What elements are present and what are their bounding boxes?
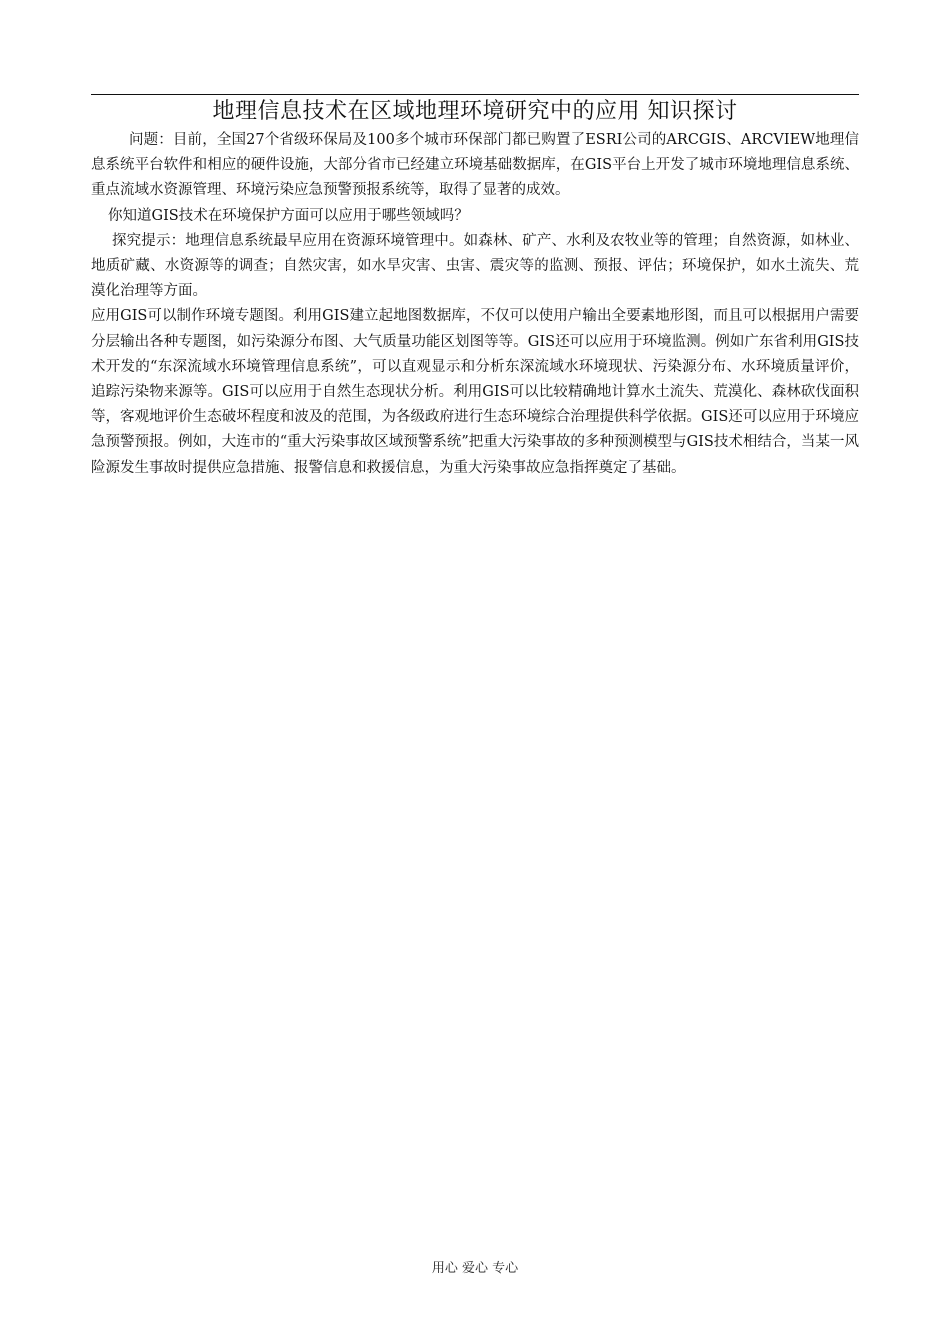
question-text: 目前，全国27个省级环保局及100多个城市环保部门都已购置了ESRI公司的ARCGIS、ARCVIEW地理信息系统平台软件和相应的硬件设施，大部分省市已经建立环境基础数据库，在GIS平台上开发了城市环境地理信息系统、重点流域水资源管理、环境污染应急预警预报系统等，取得了显著的成效。 xyxy=(91,132,860,199)
hint-label: 探究提示： xyxy=(112,232,186,249)
page-footer: 用心 爱心 专心 xyxy=(431,1261,519,1276)
question-label: 问题： xyxy=(129,132,173,148)
document-title: 地理信息技术在区域地理环境研究中的应用 知识探讨 xyxy=(212,99,738,124)
prompt-paragraph: 你知道GIS技术在环境保护方面可以应用于哪些领域吗？ xyxy=(108,207,469,224)
header-rule xyxy=(91,94,859,95)
question-paragraph xyxy=(91,128,859,204)
body-paragraph: 应用GIS可以制作环境专题图。利用GIS建立起地图数据库，不仅可以使用户输出全要素地形图，而且可以根据用户需要分层输出各种专题图，如污染源分布图、大气质量功能区划图等等。GIS还可以应用于环境监测。例如广东省利用GIS技术开发的“东深流域水环境管理信息系统”，可以直观显示和分析东深流域水环境现状、污染源分布、水环境质量评价，追踪污染物来源等。GIS可以应用于自然生态现状分析。利用GIS可以比较精确地计算水土流失、荒漠化、森林砍伐面积等，客观地评价生态破坏程度和波及的范围，为各级政府进行生态环境综合治理提供科学依据。GIS还可以应用于环境应急预警预报。例如，大连市的“重大污染事故区域预警系统”把重大污染事故的多种预测模型与GIS技术相结合，当某一风险源发生事故时提供应急措施、报警信息和救援信息，为重大污染事故应急指挥奠定了基础。 xyxy=(91,308,859,476)
document-body xyxy=(91,128,859,481)
hint-paragraph xyxy=(91,229,859,305)
hint-text: 地理信息系统最早应用在资源环境管理中。如森林、矿产、水利及农牧业等的管理；自然资源，如林业、地质矿藏、水资源等的调查；自然灾害，如水旱灾害、虫害、震灾等的监测、预报、评估；环境保护，如水土流失、荒漠化治理等方面。 xyxy=(91,232,859,300)
